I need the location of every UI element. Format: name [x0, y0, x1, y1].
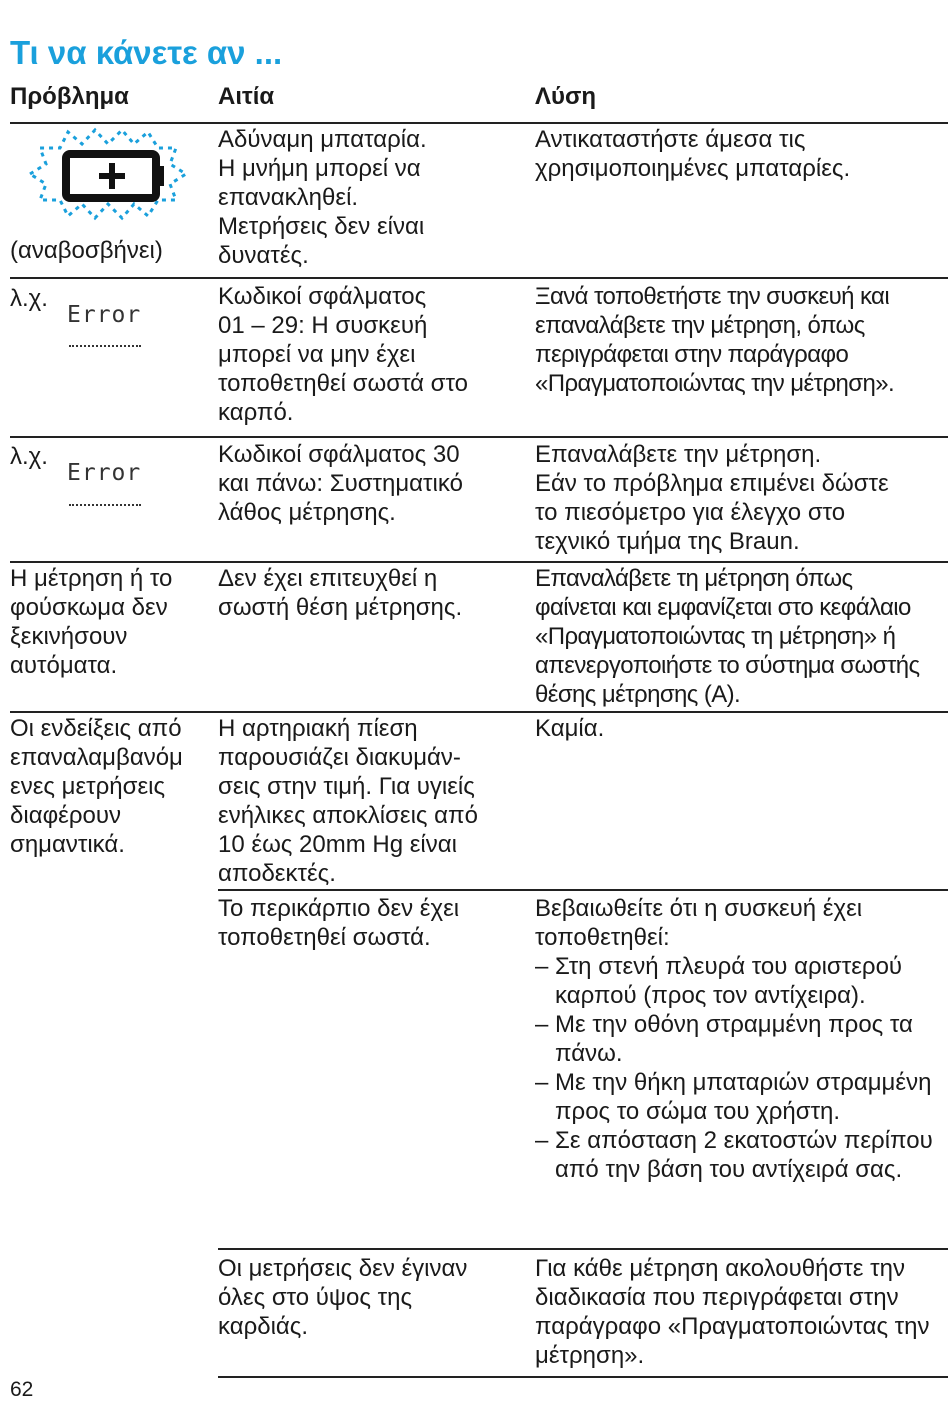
solution-cell: Για κάθε μέτρηση ακολουθήστε την διαδικασία που περιγράφεται στην παράγραφο «Πραγματοποιώντας την μέτρηση». — [535, 1255, 930, 1369]
cause-cell: Η αρτηριακή πίεση παρουσιάζει διακυμάν- σεις στην τιμή. Για υγιείς ενήλικες αποκλίσεις από 10 έως 20mm Hg είναι αποδεκτές. — [218, 715, 478, 887]
solution-cell: Καμία. — [535, 715, 605, 742]
page-title: Τι να κάνετε αν ... — [10, 34, 283, 71]
row-divider — [10, 122, 948, 124]
row-divider — [218, 1376, 948, 1378]
row-divider — [218, 889, 948, 891]
solution-intro: Βεβαιωθείτε ότι η συσκευή έχει τοποθετηθεί: — [535, 895, 863, 951]
row-divider — [10, 561, 948, 563]
example-prefix: λ.χ. — [10, 285, 48, 312]
row-divider — [10, 711, 948, 713]
cause-cell: Κωδικοί σφάλματος 30 και πάνω: Συστηματικό λάθος μέτρησης. — [218, 441, 463, 526]
solution-cell — [535, 894, 943, 1184]
cause-cell: Οι μετρήσεις δεν έγιναν όλες στο ύψος της καρδιάς. — [218, 1255, 468, 1340]
solution-cell: Επαναλάβετε τη μέτρηση όπως φαίνεται και εμφανίζεται στο κεφάλαιο «Πραγματοποιώντας τη μέτρηση» ή απενεργοποιήστε το σύστημα σωστής θέσης μέτρησης (A). — [535, 565, 920, 708]
page-number: 62 — [10, 1378, 34, 1401]
cause-cell: Κωδικοί σφάλματος 01 – 29: Η συσκευή μπορεί να μην έχει τοποθετηθεί σωστά στο καρπό. — [218, 283, 468, 426]
header-solution: Λύση — [535, 83, 597, 110]
list-item: – Σε απόσταση 2 εκατοστών περίπου από την βάση του αντίχειρά σας. — [535, 1127, 933, 1183]
battery-warning-icon — [20, 126, 190, 222]
header-cause: Αιτία — [218, 83, 275, 110]
row-divider — [10, 277, 948, 279]
display-dots — [69, 345, 141, 347]
solution-cell: Αντικαταστήστε άμεσα τις χρησιμοποιημένες μπαταρίες. — [535, 126, 851, 182]
solution-cell: Επαναλάβετε την μέτρηση. Εάν το πρόβλημα επιμένει δώστε το πιεσόμετρο για έλεγχο στο τεχνικό τμήμα της Braun. — [535, 441, 889, 555]
example-prefix: λ.χ. — [10, 443, 48, 470]
cause-cell: Δεν έχει επιτευχθεί η σωστή θέση μέτρησης. — [218, 565, 463, 621]
row-divider — [218, 1248, 948, 1250]
problem-cell: Οι ενδείξεις από επαναλαμβανόμ ενες μετρήσεις διαφέρουν σημαντικά. — [10, 715, 183, 858]
display-dots — [69, 504, 141, 506]
row-divider — [10, 436, 948, 438]
header-problem: Πρόβλημα — [10, 83, 129, 110]
list-item: – Στη στενή πλευρά του αριστερού καρπού (προς τον αντίχειρα). — [535, 953, 903, 1009]
blink-caption: (αναβοσβήνει) — [10, 237, 163, 264]
solution-cell: Ξανά τοποθετήστε την συσκευή και επαναλάβετε την μέτρηση, όπως περιγράφεται στην παράγραφο «Πραγματοποιώντας την μέτρηση». — [535, 283, 895, 397]
cause-cell: Αδύναμη μπαταρία. Η μνήμη μπορεί να επανακληθεί. Μετρήσεις δεν είναι δυνατές. — [218, 126, 427, 269]
cause-cell: Το περικάρπιο δεν έχει τοποθετηθεί σωστά. — [218, 895, 460, 951]
list-item: – Με την οθόνη στραμμένη προς τα πάνω. — [535, 1011, 913, 1067]
error-display: Error — [67, 302, 142, 328]
error-display: Error — [67, 460, 142, 486]
list-item: – Με την θήκη μπαταριών στραμμένη προς το σώμα του χρήστη. — [535, 1069, 932, 1125]
problem-cell: Η μέτρηση ή το φούσκωμα δεν ξεκινήσουν αυτόματα. — [10, 565, 173, 679]
